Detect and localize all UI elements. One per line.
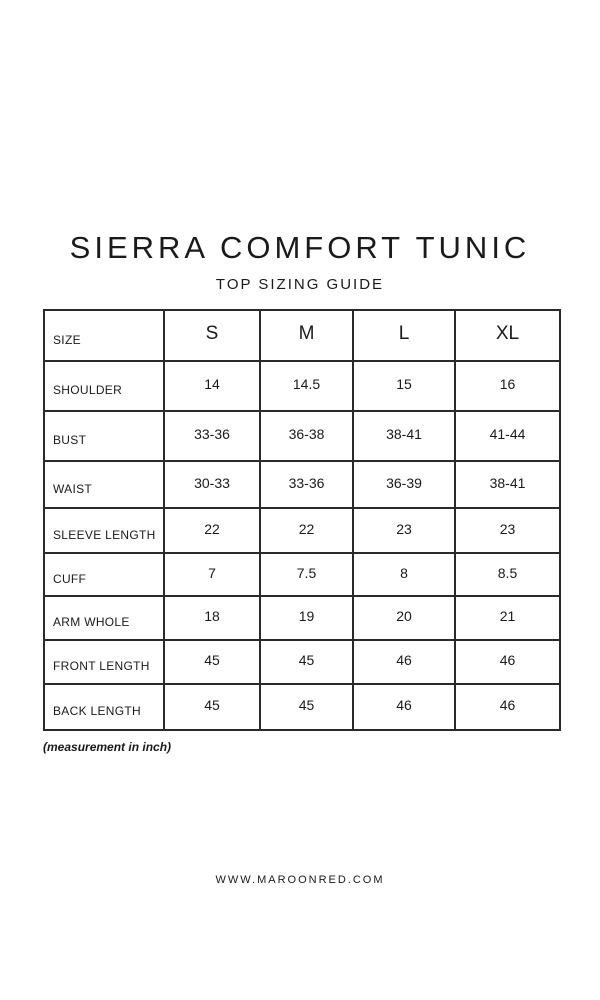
table-cell: 45: [260, 684, 353, 730]
table-row: [44, 553, 560, 596]
table-cell: 38-41: [455, 461, 560, 508]
table-cell: 46: [353, 640, 455, 684]
table-cell: 36-39: [353, 461, 455, 508]
table-row: [44, 596, 560, 640]
table-cell: 23: [353, 508, 455, 553]
size-header-xl: XL: [455, 310, 560, 361]
sizing-table: [43, 309, 561, 731]
table-cell: 22: [260, 508, 353, 553]
row-label-bust: BUST: [44, 411, 164, 461]
table-cell: 46: [353, 684, 455, 730]
table-cell: 41-44: [455, 411, 560, 461]
table-cell: 46: [455, 640, 560, 684]
size-header-m: M: [260, 310, 353, 361]
table-cell: 30-33: [164, 461, 260, 508]
table-cell: 8.5: [455, 553, 560, 596]
table-cell: 15: [353, 361, 455, 411]
table-cell: 8: [353, 553, 455, 596]
row-label-sleeve-length: SLEEVE LENGTH: [44, 508, 164, 553]
table-row: [44, 411, 560, 461]
table-cell: 19: [260, 596, 353, 640]
table-row: [44, 361, 560, 411]
table-row: [44, 461, 560, 508]
table-cell: 46: [455, 684, 560, 730]
row-label-front-length: FRONT LENGTH: [44, 640, 164, 684]
table-cell: 33-36: [260, 461, 353, 508]
website-link[interactable]: WWW.MAROONRED.COM: [215, 874, 385, 886]
size-header-s: S: [164, 310, 260, 361]
table-row: [44, 508, 560, 553]
table-cell: 18: [164, 596, 260, 640]
table-cell: 23: [455, 508, 560, 553]
table-cell: 14.5: [260, 361, 353, 411]
table-cell: 45: [164, 640, 260, 684]
table-cell: 45: [164, 684, 260, 730]
row-label-arm-whole: ARM WHOLE: [44, 596, 164, 640]
row-label-shoulder: SHOULDER: [44, 361, 164, 411]
table-cell: 38-41: [353, 411, 455, 461]
table-cell: 14: [164, 361, 260, 411]
table-corner-label: SIZE: [44, 310, 164, 361]
table-cell: 16: [455, 361, 560, 411]
table-cell: 45: [260, 640, 353, 684]
page-title: SIERRA COMFORT TUNIC: [69, 230, 531, 265]
row-label-waist: WAIST: [44, 461, 164, 508]
table-cell: 21: [455, 596, 560, 640]
table-cell: 7: [164, 553, 260, 596]
page-subtitle: TOP SIZING GUIDE: [215, 276, 385, 293]
table-header-row: [44, 310, 560, 361]
table-cell: 33-36: [164, 411, 260, 461]
measurement-note: (measurement in inch): [43, 740, 172, 754]
table-row: [44, 684, 560, 730]
size-header-l: L: [353, 310, 455, 361]
table-cell: 20: [353, 596, 455, 640]
table-row: [44, 640, 560, 684]
table-cell: 36-38: [260, 411, 353, 461]
row-label-back-length: BACK LENGTH: [44, 684, 164, 730]
table-cell: 7.5: [260, 553, 353, 596]
row-label-cuff: CUFF: [44, 553, 164, 596]
table-cell: 22: [164, 508, 260, 553]
